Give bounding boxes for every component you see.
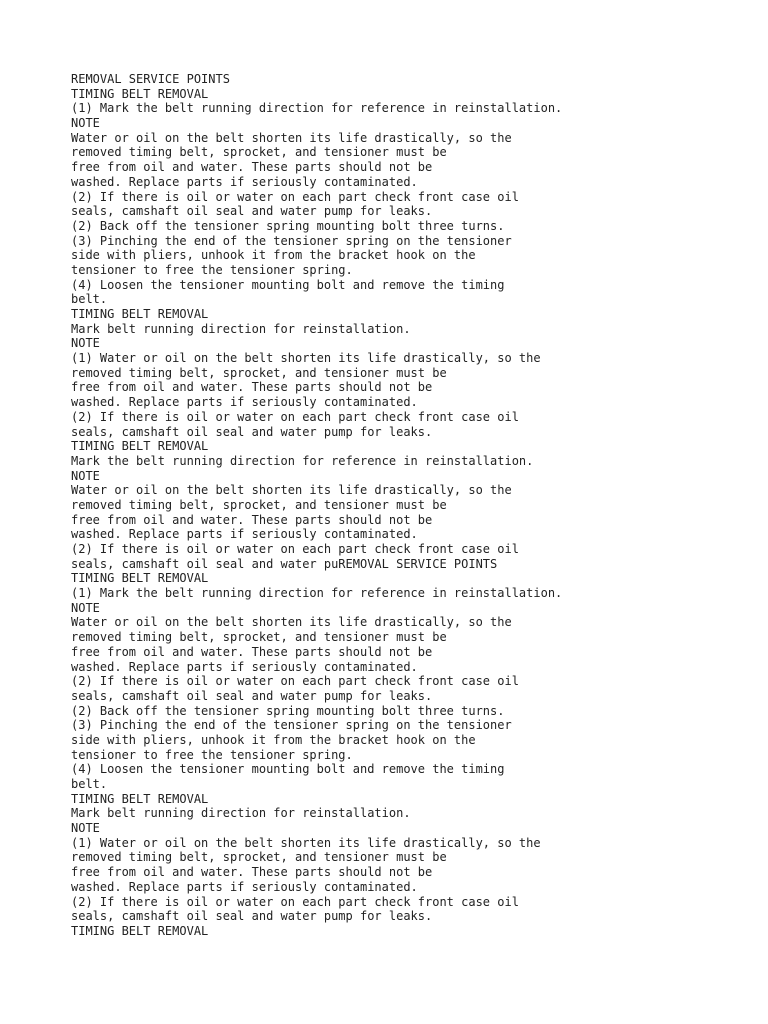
text-line: removed timing belt, sprocket, and tensioner must be bbox=[71, 630, 447, 645]
text-line: (1) Water or oil on the belt shorten its life drastically, so the bbox=[71, 835, 541, 850]
text-line: NOTE bbox=[71, 600, 100, 615]
text-line: Mark the belt running direction for reference in reinstallation. bbox=[71, 453, 534, 468]
document-page bbox=[71, 72, 751, 939]
text-line: tensioner to free the tensioner spring. bbox=[71, 747, 353, 762]
text-line: removed timing belt, sprocket, and tensioner must be bbox=[71, 145, 447, 160]
text-line: seals, camshaft oil seal and water pump for leaks. bbox=[71, 688, 433, 703]
text-line: Mark belt running direction for reinstallation. bbox=[71, 321, 411, 336]
text-line: TIMING BELT REMOVAL bbox=[71, 923, 209, 938]
text-line: (3) Pinching the end of the tensioner spring on the tensioner bbox=[71, 718, 512, 733]
text-line: (2) If there is oil or water on each part check front case oil bbox=[71, 674, 519, 689]
text-line: TIMING BELT REMOVAL bbox=[71, 86, 209, 101]
text-line: TIMING BELT REMOVAL bbox=[71, 307, 209, 321]
text-line: seals, camshaft oil seal and water pump for leaks. bbox=[71, 204, 433, 219]
text-line: washed. Replace parts if seriously contaminated. bbox=[71, 879, 418, 894]
text-line: seals, camshaft oil seal and water pump for leaks. bbox=[71, 424, 433, 439]
text-line: removed timing belt, sprocket, and tensioner must be bbox=[71, 497, 447, 512]
text-line: (1) Water or oil on the belt shorten its life drastically, so the bbox=[71, 351, 541, 366]
text-line: belt. bbox=[71, 777, 108, 791]
text-line: seals, camshaft oil seal and water puREMOVAL SERVICE POINTS bbox=[71, 556, 498, 571]
text-line: side with pliers, unhook it from the bracket hook on the bbox=[71, 248, 476, 263]
text-line: free from oil and water. These parts should not be bbox=[71, 160, 433, 175]
text-line: (1) Mark the belt running direction for reference in reinstallation. bbox=[71, 101, 563, 116]
text-line: Water or oil on the belt shorten its life drastically, so the bbox=[71, 130, 512, 145]
text-line: washed. Replace parts if seriously contaminated. bbox=[71, 527, 418, 542]
text-line: NOTE bbox=[71, 821, 100, 836]
text-line: Mark belt running direction for reinstallation. bbox=[71, 806, 411, 821]
text-line: (2) If there is oil or water on each part check front case oil bbox=[71, 894, 519, 909]
text-line: (1) Mark the belt running direction for reference in reinstallation. bbox=[71, 586, 563, 601]
text-line: TIMING BELT REMOVAL bbox=[71, 791, 209, 806]
text-line: NOTE bbox=[71, 336, 100, 351]
text-line: NOTE bbox=[71, 468, 100, 483]
text-line: (2) If there is oil or water on each part check front case oil bbox=[71, 189, 519, 204]
text-line: (2) If there is oil or water on each part check front case oil bbox=[71, 409, 519, 424]
text-line: free from oil and water. These parts should not be bbox=[71, 512, 433, 527]
text-line: REMOVAL SERVICE POINTS bbox=[71, 72, 230, 86]
text-line: (2) Back off the tensioner spring mounting bolt three turns. bbox=[71, 218, 505, 233]
text-line: free from oil and water. These parts should not be bbox=[71, 380, 433, 395]
text-line: washed. Replace parts if seriously contaminated. bbox=[71, 395, 418, 410]
text-line: free from oil and water. These parts should not be bbox=[71, 865, 433, 880]
text-line: (4) Loosen the tensioner mounting bolt and remove the timing bbox=[71, 277, 505, 292]
text-line: Water or oil on the belt shorten its life drastically, so the bbox=[71, 483, 512, 498]
text-line: belt. bbox=[71, 292, 108, 307]
text-line: tensioner to free the tensioner spring. bbox=[71, 262, 353, 277]
text-line: side with pliers, unhook it from the bracket hook on the bbox=[71, 732, 476, 747]
text-line: seals, camshaft oil seal and water pump for leaks. bbox=[71, 909, 433, 924]
text-line: washed. Replace parts if seriously contaminated. bbox=[71, 174, 418, 189]
text-line: (2) Back off the tensioner spring mounting bolt three turns. bbox=[71, 703, 505, 718]
text-line: removed timing belt, sprocket, and tensioner must be bbox=[71, 850, 447, 865]
text-line: Water or oil on the belt shorten its life drastically, so the bbox=[71, 615, 512, 630]
text-line: (4) Loosen the tensioner mounting bolt and remove the timing bbox=[71, 762, 505, 777]
text-line: washed. Replace parts if seriously contaminated. bbox=[71, 659, 418, 674]
text-line: TIMING BELT REMOVAL bbox=[71, 571, 209, 586]
text-line: (3) Pinching the end of the tensioner spring on the tensioner bbox=[71, 233, 512, 248]
text-line: (2) If there is oil or water on each part check front case oil bbox=[71, 542, 519, 556]
text-line: free from oil and water. These parts should not be bbox=[71, 644, 433, 659]
text-line: TIMING BELT REMOVAL bbox=[71, 439, 209, 454]
text-line: removed timing belt, sprocket, and tensioner must be bbox=[71, 365, 447, 380]
text-line: NOTE bbox=[71, 116, 100, 131]
